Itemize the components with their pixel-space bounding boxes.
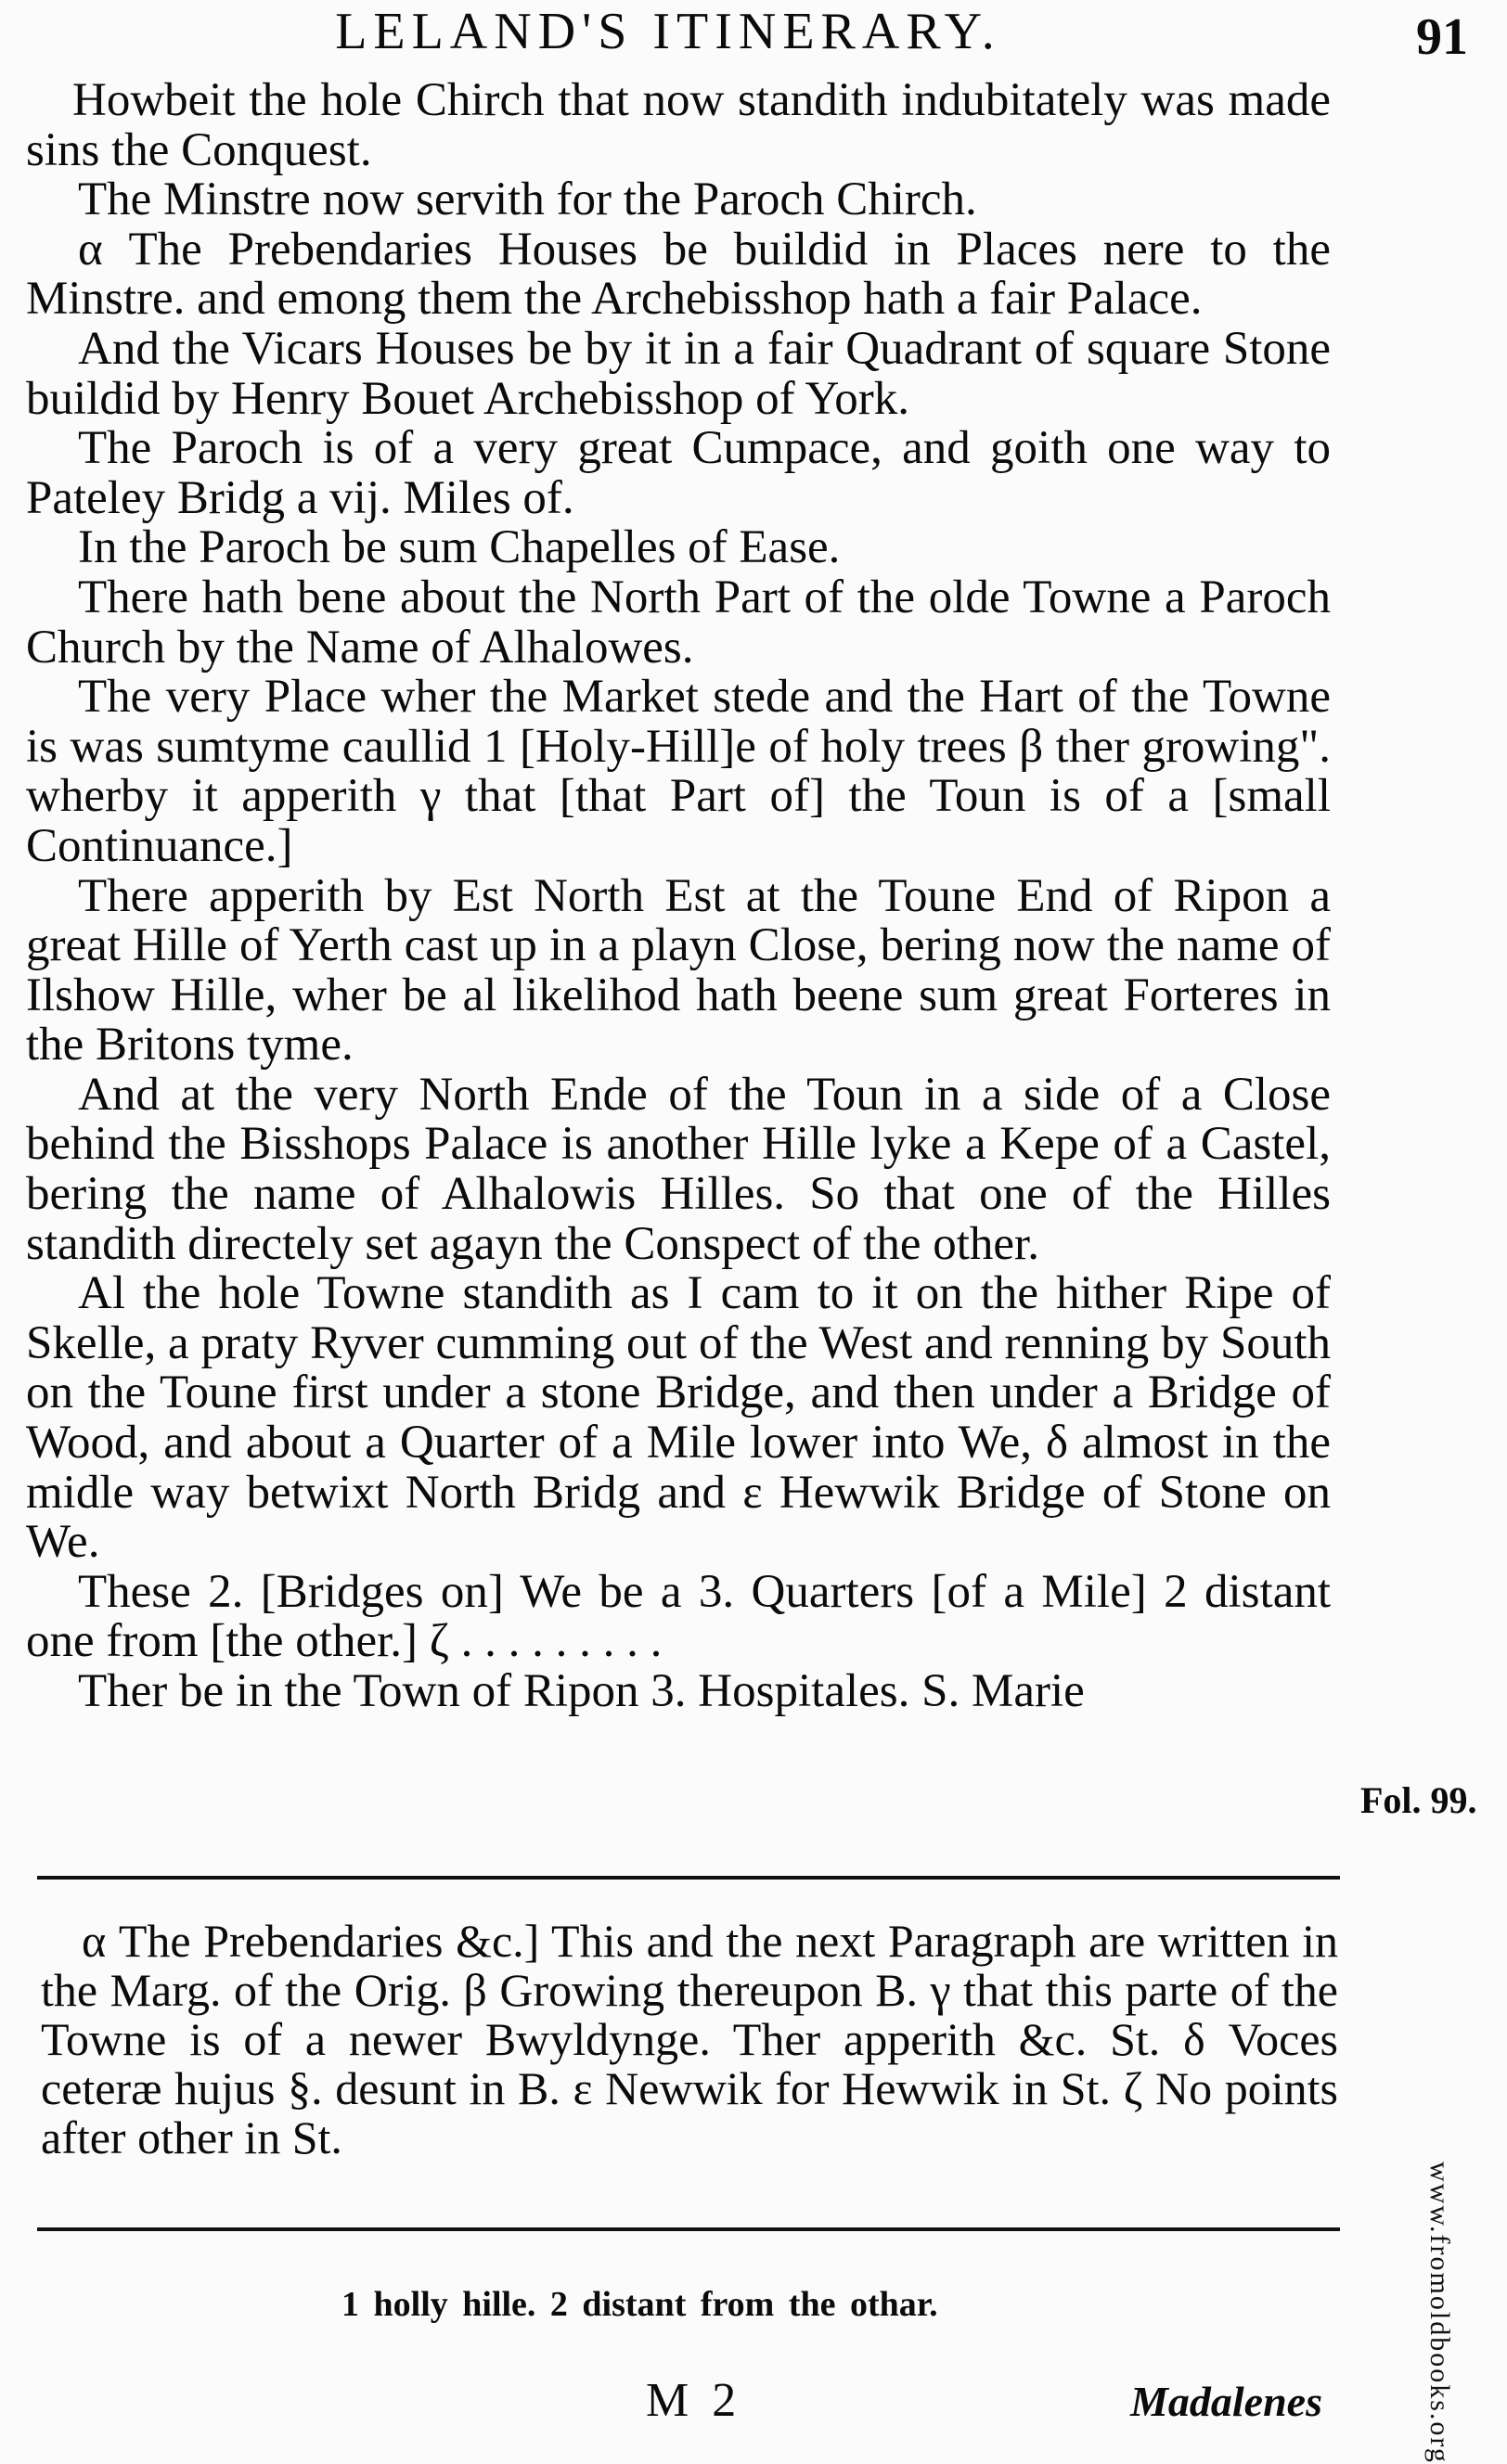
paragraph: Ther be in the Town of Ripon 3. Hospitales. S. Marie bbox=[78, 1665, 1085, 1717]
paragraph: The Paroch is of a very great Cumpace, and goith one way to Pateley Bridg a vij. Miles of. bbox=[26, 422, 1331, 524]
paragraph: These 2. [Bridges on] We be a 3. Quarters [of a Mile] 2 distant one from [the other.] ζ . . . . . . . . . bbox=[26, 1565, 1331, 1668]
watermark: www.fromoldbooks.org bbox=[1424, 2162, 1455, 2464]
running-head: LELAND'S ITINERARY. bbox=[335, 3, 1001, 60]
paragraph: There hath bene about the North Part of the olde Towne a Paroch Church by the Name of Alhalowes. bbox=[26, 571, 1331, 674]
variant-readings: 1 holly hille. 2 distant from the othar. bbox=[341, 2285, 938, 2324]
paragraph: The Minstre now servith for the Paroch Chirch. bbox=[78, 173, 977, 226]
variants-divider bbox=[37, 2227, 1340, 2231]
paragraph: In the Paroch be sum Chapelles of Ease. bbox=[78, 521, 841, 574]
main-text bbox=[26, 76, 1331, 1717]
paragraph: Howbeit the hole Chirch that now standith indubitately was made sins the Conquest. bbox=[26, 74, 1331, 176]
paragraph: α The Prebendaries Houses be buildid in Places nere to the Minstre. and emong them the Archebisshop hath a fair Palace. bbox=[26, 223, 1331, 326]
paragraph: And the Vicars Houses be by it in a fair Quadrant of square Stone buildid by Henry Bouet Archebisshop of York. bbox=[26, 322, 1331, 425]
footnote-text: α The Prebendaries &c.] This and the next Paragraph are written in the Marg. of the Orig. β Growing thereupon B. γ that this parte of the Towne is of a newer Bwyldynge. Ther apperith &c. St. δ Voces ceteræ hujus §. desunt in B. ε Newwik for Hewwik in St. ζ No points after other in St. bbox=[41, 1915, 1338, 2163]
paragraph: There apperith by Est North Est at the Toune End of Ripon a great Hille of Yerth cast up in a playn Close, bering now the name of Ilshow Hille, wher be al likelihod hath beene sum great Forteres in the Britons tyme. bbox=[26, 869, 1331, 1072]
paragraph: Al the hole Towne standith as I cam to it on the hither Ripe of Skelle, a praty Ryver cumming out of the West and renning by South on the Toune first under a stone Bridge, and then under a Bridge of Wood, and about a Quarter of a Mile lower into We, δ almost in the midle way betwixt North Bridg and ε Hewwik Bridge of Stone on We. bbox=[26, 1267, 1331, 1569]
footnote-divider bbox=[37, 1876, 1340, 1880]
signature-mark: M 2 bbox=[646, 2374, 742, 2427]
footnotes bbox=[41, 1917, 1338, 2162]
catchword: Madalenes bbox=[1130, 2378, 1322, 2425]
paragraph: The very Place wher the Market stede and the Hart of the Towne is was sumtyme caullid 1 [Holy-Hill]e of holy trees β ther growing". wherby it apperith γ that [that Part of] the Toun is of a [small Continuance.] bbox=[26, 671, 1331, 872]
folio-margin-note: Fol. 99. bbox=[1360, 1779, 1477, 1821]
paragraph: And at the very North Ende of the Toun in a side of a Close behind the Bisshops Palace is another Hille lyke a Kepe of a Castel, bering the name of Alhalowis Hilles. So that one of the Hilles standith directely set agayn the Conspect of the other. bbox=[26, 1068, 1331, 1270]
page-number: 91 bbox=[1416, 8, 1468, 66]
